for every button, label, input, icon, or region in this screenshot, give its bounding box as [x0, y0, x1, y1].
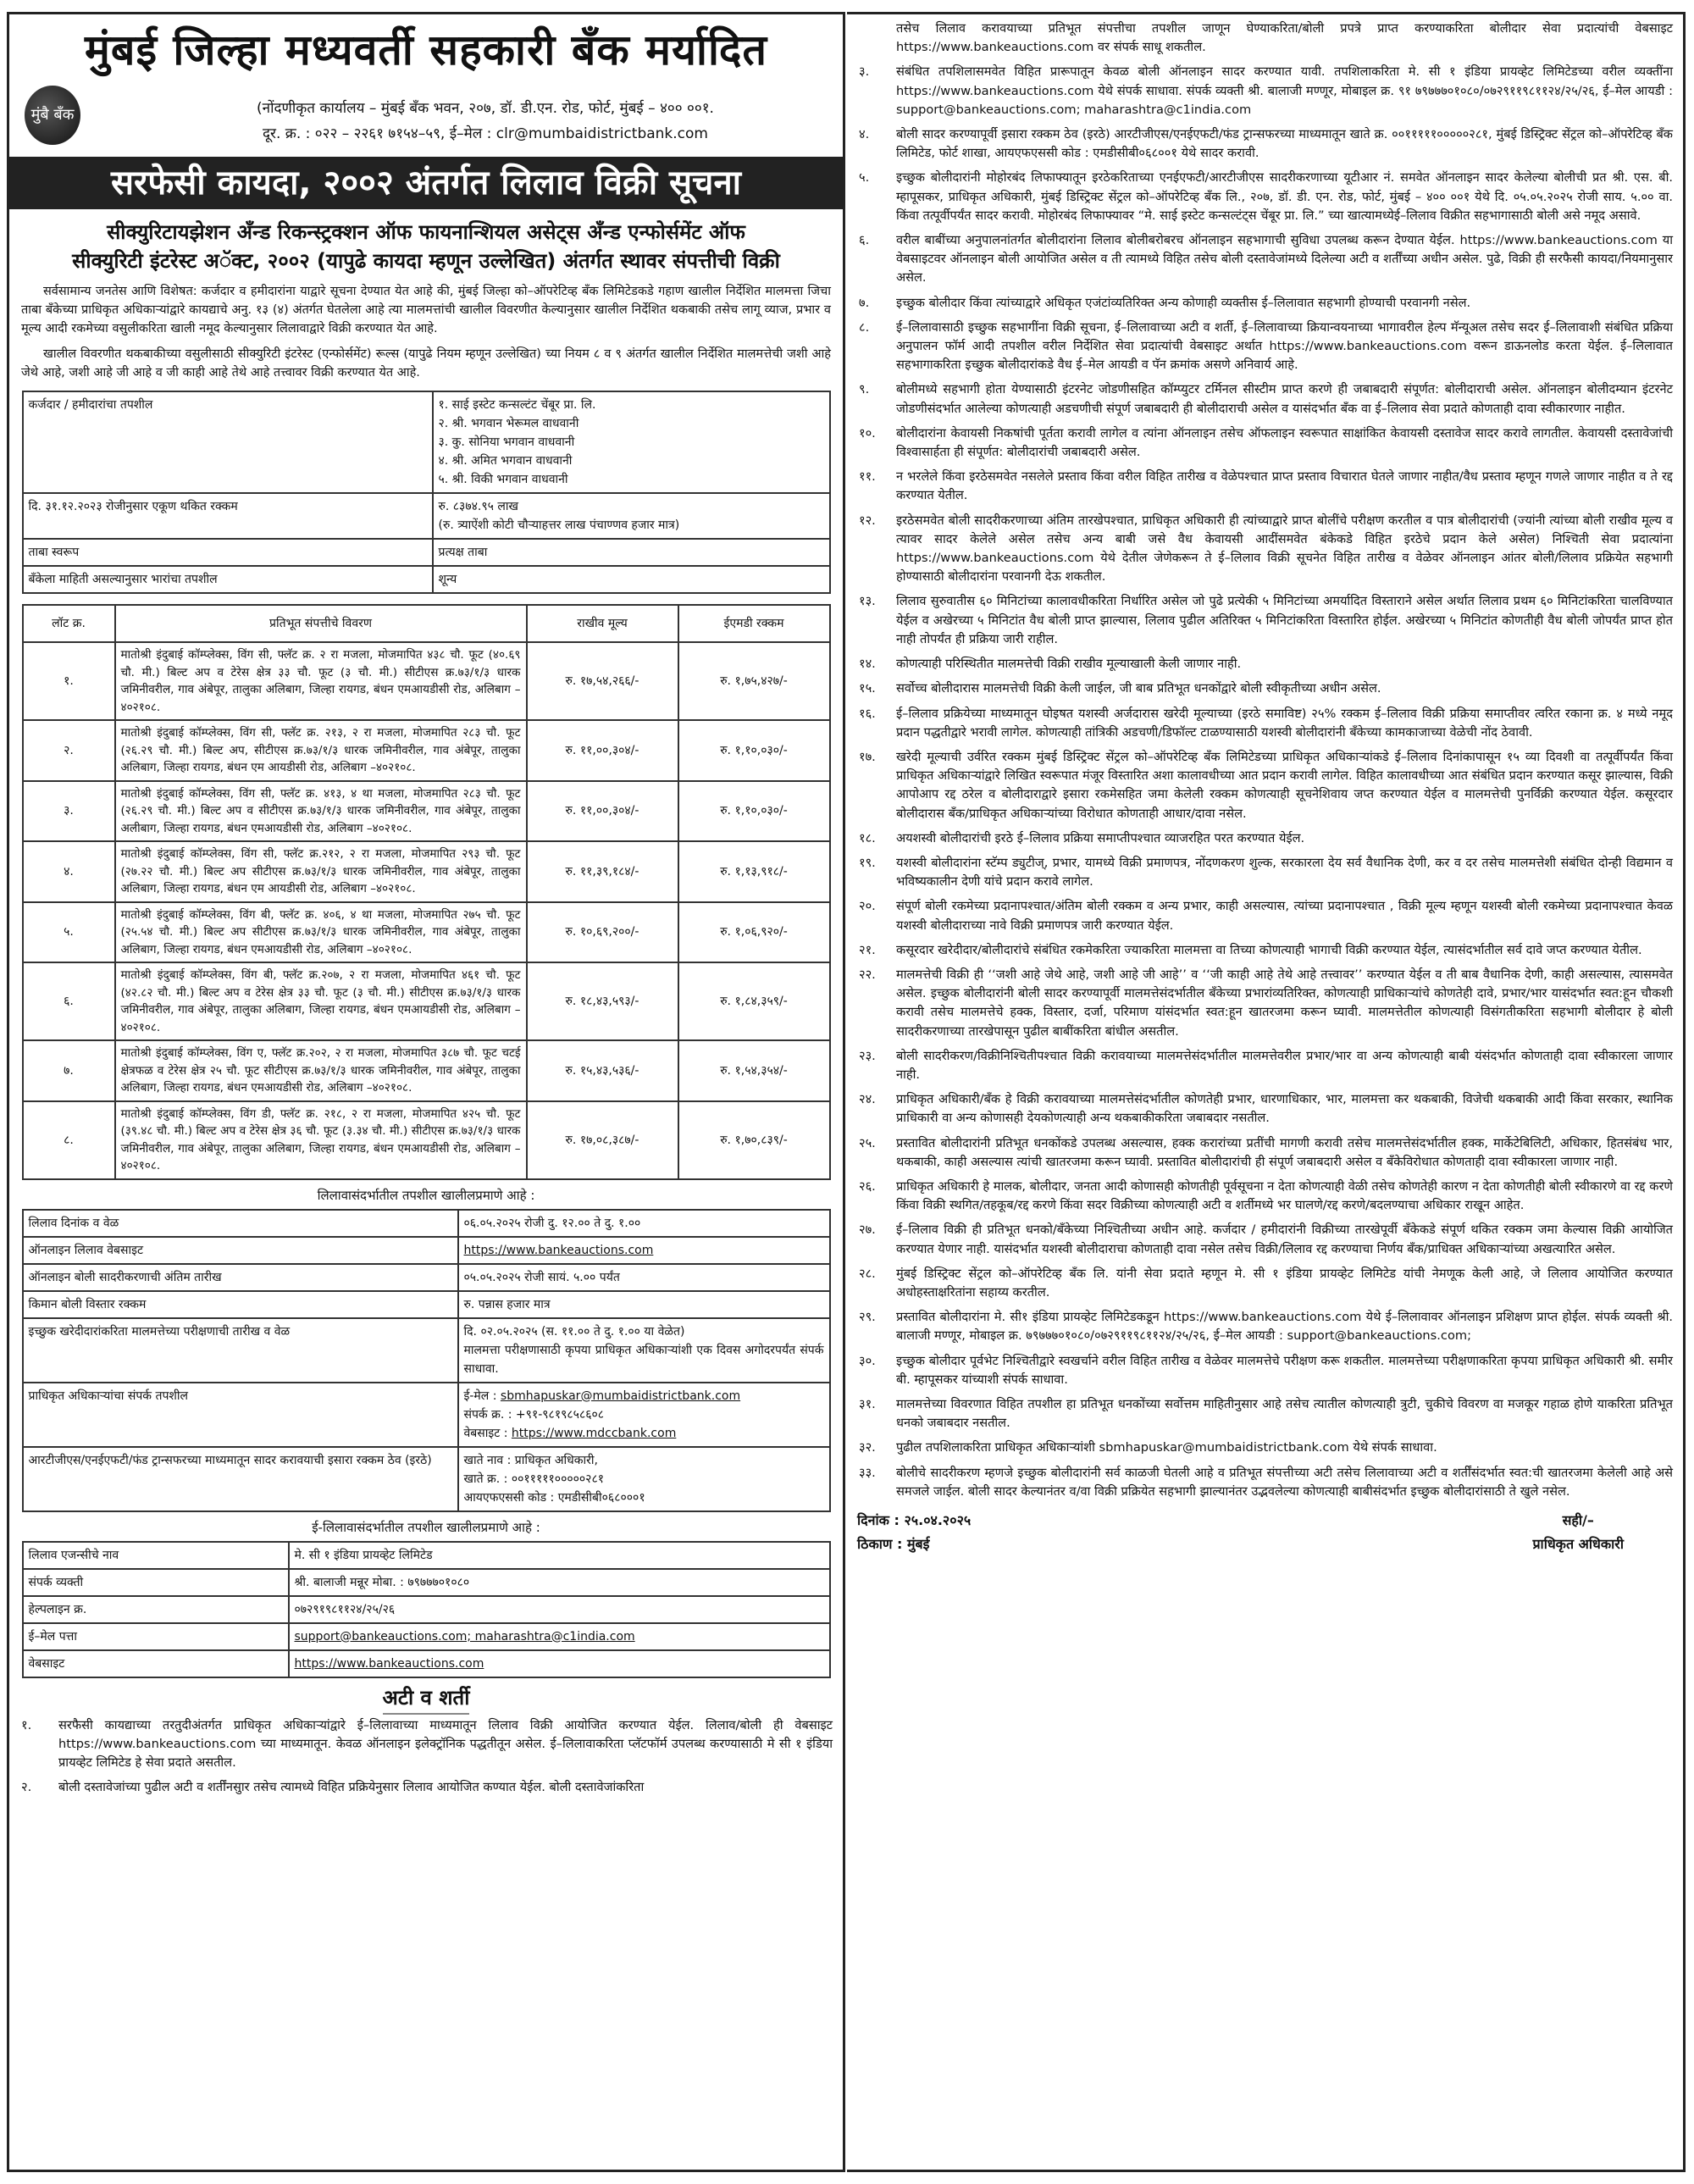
lot-row: [23, 1040, 830, 1101]
term-item: [859, 19, 1673, 57]
term-text: इच्छुक बोलीदारांनी मोहोरबंद लिफाफ्यातून इरठेकरिताच्या एनईएफटी/आरटीजीएस सादरीकरणाच्या यूटीआर नं. समवेत ऑनलाइन सादर केलेल्या बोलीची प्रत श्री. एस. बी. म्हापूसकर, प्राधिकृत अधिकारी, मुंबई डिस्ट्रिक्ट सेंट्रल को–ऑपरेटिव्ह बँक लि., २०७, डॉ. डी. एन. रोड, फोर्ट, मुंबई – ४०० ००१ येथे दि. ०५.०५.२०२५ रोजी साय. ५.०० वा. किंवा तत्पूर्वीपर्यंत सादर करावी. मोहोरबंद लिफाफ्यावर “मे. साई इस्टेट कन्सल्टंट्स चेंबूर प्रा. लि.” च्या खात्यामध्येई–लिलाव विक्रीत सहभागासाठी बोली असे नमूद असावे.: [896, 170, 1673, 223]
terms-heading-text: अटी व शर्ती: [383, 1686, 470, 1715]
term-item: [859, 1221, 1673, 1258]
reserve-price: रु. १७,५४,२६६/-: [527, 642, 678, 720]
table-row: [23, 1542, 830, 1569]
term-item: [859, 854, 1673, 891]
term-text: बोलीमध्ये सहभागी होता येण्यासाठी इंटरनेट जोडणीसहित कॉम्प्युटर टर्मिनल सीस्टीम प्राप्त करणे ही जबाबदारी संपूर्णत: बोलीदाराची असेल. ऑनलाइन बोलीदम्यान इंटरनेट जोडणीसंदर्भात आलेल्या कोणत्याही अडचणीची संपूर्ण जबाबदारी ही बोलीदाराची असेल व यासंदर्भात बँक वा ई–लिलाव सेवा प्रदाते कोणताही दावा स्वीकारणार नाहीत.: [896, 382, 1673, 416]
term-item: [859, 1047, 1673, 1084]
subtitle-line: सीक्युरिटायझेशन अँन्ड रिकन्स्ट्रक्शन ऑफ फायनान्शियल असेट्स अँन्ड एन्फोर्समेंट ऑफ: [107, 220, 745, 244]
term-text: कसूरदार खरेदीदार/बोलीदारांचे संबंधित रकमेकरिता ज्याकरिता मालमत्ता वा तिच्या कोणत्याही भागाची विक्री करण्यात येईल, त्यासंदर्भातील सर्व दावे जप्त करण्यात येतील.: [896, 942, 1642, 957]
term-text: प्राधिकृत अधिकारी/बँक हे विक्री करावयाच्या मालमत्तेसंदर्भातील कोणतेही प्रभार, धारणाधिकार, भार, मालमत्ता कर थकबाकी, विजेची थकबाकी आदी किंवा सरकार, स्थानिक प्राधिकारी वा अन्य कोणासही देयकोणत्याही अन्य थकबाकीकरिता जबाबदार नसतील.: [896, 1092, 1673, 1126]
term-text: बोलीचे सादरीकरण म्हणजे इच्छुक बोलीदारांनी सर्व काळजी घेतली आहे व प्रतिभूत संपत्तीच्या अटी तसेच लिलावाच्या अटी व शर्तींसंदर्भात स्वत:ची खातरजमा केलेली आहे असे समजले जाईल. बोली सादर केल्यानंतर व/वा विक्री प्रक्रियेत सहभागी झाल्यानंतर उद्भवलेल्या कोणत्याही बाबीसंदर्भात इच्छुक बोलीदारांसाठी ते खुले नसेल.: [896, 1465, 1673, 1499]
lot-row: [23, 962, 830, 1040]
term-item: [859, 1352, 1673, 1389]
inspection-date: दि. ०२.०५.२०२५ (स. ११.०० ते दु. १.०० या वेळेत): [463, 1324, 685, 1339]
agency-email-link[interactable]: support@bankeauctions.com; maharashtra@c1india.com: [294, 1629, 635, 1644]
row-label: कर्जदार / हमीदारांचा तपशील: [23, 391, 433, 493]
lot-description: मातोश्री इंदुबाई कॉम्प्लेक्स, विंग सी, फ्लॅट क्र. २१३, २ रा मजला, मोजमापित २८३ चौ. फूट (२६.२९ चौ. मी.) बिल्ट अप, सीटीएस क्र.७३/१/३ धारक जमिनीवरील, गाव अंबेपूर, तालुका अलिबाग, जिल्हा रायगड, बंधन एम आयडीसी रोड, अलिबाग –४०२१०८.: [115, 720, 527, 781]
table-row: [23, 539, 830, 566]
table-row: [23, 566, 830, 593]
term-number: १८.: [859, 830, 876, 845]
term-item: [859, 679, 1673, 698]
right-column: [847, 12, 1686, 2172]
term-item: [859, 748, 1673, 823]
lot-number: ६.: [23, 962, 115, 1040]
term-item: [859, 829, 1673, 848]
term-item: [859, 1090, 1673, 1128]
inspection-note: मालमत्ता परीक्षणासाठी कृपया प्राधिकृत अधिकाऱ्यांशी एक दिवस अगोदरपर्यंत संपर्क साधावा.: [463, 1343, 824, 1376]
term-item: [859, 1178, 1673, 1215]
term-number: ३०.: [859, 1353, 876, 1368]
bank-name: मुंबई जिल्हा मध्यवर्ती सहकारी बँक मर्यादित: [85, 25, 767, 75]
left-column: [7, 12, 845, 2172]
term-text: पुढील तपशिलाकरिता प्राधिकृत अधिकाऱ्यांशी sbmhapuskar@mumbaidistrictbank.com येथे संपर्क साधावा.: [896, 1440, 1437, 1455]
signature: सही/–: [1562, 1512, 1594, 1529]
term-number: ९.: [859, 382, 870, 397]
row-value: श्री. बालाजी मन्नूर मोबा. : ७९७७७०१०८०: [289, 1569, 830, 1596]
intro-paragraph: खालील विवरणीत थकबाकीच्या वसुलीसाठी सीक्युरिटी इंटरेस्ट (एन्फोर्समेंट) रूल्स (यापुढे नियम म्हणून उल्लेखित) च्या नियम ८ व ९ अंतर्गत खालील निर्देशित मालमत्तेची जशी आहे जेथे आहे, जशी आहे जी आहे व जी काही आहे तेथे आहे तत्त्वावर विक्री करण्यात येत आहे.: [21, 347, 831, 380]
row-label: हेल्पलाइन क्र.: [23, 1596, 289, 1623]
row-value: [433, 493, 830, 539]
term-number: २८.: [859, 1266, 876, 1281]
row-label: इच्छुक खरेदीदारांकरिता मालमत्तेच्या परीक्षणाची तारीख व वेळ: [23, 1318, 458, 1383]
col-header-reserve: राखीव मूल्य: [527, 605, 678, 642]
term-number: २५.: [859, 1135, 876, 1150]
col-header-description: प्रतिभूत संपत्तीचे विवरण: [115, 605, 527, 642]
term-number: २२.: [859, 967, 876, 982]
lot-number: ८.: [23, 1101, 115, 1179]
lot-row: [23, 902, 830, 963]
term-text: ई–लिलावासाठी इच्छुक सहभागींना विक्री सूचना, ई–लिलावाच्या अटी व शर्ती, ई–लिलावाच्या क्रियान्वयनाच्या भागावरील हेल्प मॅन्यूअल तसेच सदर ई–लिलावाशी संबंधित प्रक्रिया अनुपालन फॉर्म आदी तपशील वरील निर्देशित सेवा प्रदात्यांची वेबसाइट अर्थात https://www.bankeauctions.com वरून डाऊनलोड करता येईल. ई–लिलावात सहभागाकरिता इच्छुक बोलीदारांकडे वैध ई–मेल आयडी व पॅन क्रमांक असणे अनिवार्य आहे.: [896, 319, 1673, 373]
term-item: [859, 512, 1673, 587]
row-value: मे. सी १ इंडिया प्रायव्हेट लिमिटेड: [289, 1542, 830, 1569]
bank-header: [9, 14, 843, 157]
emd-amount: रु. १,७०,८३९/-: [678, 1101, 830, 1179]
table-row: [23, 1237, 830, 1264]
borrower-table: [22, 391, 831, 594]
term-text: प्रस्तावित बोलीदारांना मे. सी१ इंडिया प्रायव्हेट लिमिटेडकडून https://www.bankeauctions.com येथे ई–लिलावावर ऑनलाइन प्रशिक्षण प्राप्त होईल. संपर्क व्यक्ती श्री. बालाजी मण्णूर, मोबाइल क्र. ७९७७७०१०८०/०७२९११९८११२४/२५/२६, ई–मेल आयडी : support@bankeauctions.com;: [896, 1310, 1673, 1344]
term-number: २३.: [859, 1048, 876, 1063]
emd-amount: रु. १,१०,०३०/-: [678, 720, 830, 781]
value-line: प्रत्यक्ष ताबा: [438, 546, 488, 559]
table-row: [23, 391, 830, 493]
term-number: १४.: [859, 657, 876, 672]
row-value: ०५.०५.२०२५ रोजी सायं. ५.०० पर्यंत: [458, 1264, 830, 1291]
value-line: ५. श्री. विकी भगवान वाधवानी: [438, 473, 568, 486]
term-item: [859, 655, 1673, 673]
reserve-price: रु. १८,४३,५९३/-: [527, 962, 678, 1040]
row-value: [433, 566, 830, 593]
term-text: सर्वोच्च बोलीदारास मालमत्तेची विक्री केली जाईल, जी बाब प्रतिभूत धनकोंद्वारे बोली स्वीकृतीच्या अधीन असेल.: [896, 681, 1381, 696]
row-label: बँकेला माहिती असल्यानुसार भारांचा तपशील: [23, 566, 433, 593]
emd-amount: रु. १,५४,३५४/-: [678, 1040, 830, 1101]
email-label: ई-मेल :: [463, 1389, 501, 1403]
term-text: इच्छुक बोलीदार किंवा त्यांच्याद्वारे अधिकृत एजंटांव्यतिरिक्त अन्य कोणाही व्यक्तीस ई–लिलावात सहभागी होण्याची परवानगी नसेल.: [896, 295, 1471, 310]
term-number: ११.: [859, 469, 876, 485]
emd-amount: रु. १,१३,९१८/-: [678, 841, 830, 902]
term-number: ३२.: [859, 1440, 876, 1455]
notice-subtitle: [9, 218, 843, 275]
intro-paragraph: सर्वसामान्य जनतेस आणि विशेषत: कर्जदार व हमीदारांना याद्वारे सूचना देण्यात येत आहे की, मुंबई जिल्हा को–ऑपरेटिव्ह बँक लिमिटेडकडे गहाण खालील निर्देशित मालमत्ता जिचा ताबा बँकेच्या प्राधिकृत अधिकाऱ्यांद्वारे कायद्याचे अनु. १३ (४) अंतर्गत घेतलेला आहे त्या मालमत्तांची खालील विवरणीत केल्यानुसार खालील निर्देशित थकबाकी तसेच लागू व्याज, प्रभार व मूल्य आदी रकमेच्या वसुलीकरिता खाली नमूद केल्यानुसार लिलावाद्वारे विक्री करण्यात येत आहे.: [21, 285, 831, 335]
term-text: खरेदी मूल्याची उर्वरित रक्कम मुंबई डिस्ट्रिक्ट सेंट्रल को–ऑपरेटिव्ह बँक लिमिटेडच्या प्राधिकृत अधिकाऱ्यांकडे ई–लिलाव दिनांकापासून १५ व्या दिवशी वा तत्पूर्वीपर्यंत किंवा प्राधिकृत अधिकाऱ्यांद्वारे लिखित स्वरूपात मंजूर विस्तारित अशा कालावधीच्या आत प्रदान करावी लागेल. विहित कालावधीच्या आत संबंधित प्रदान करण्यात कसूर झाल्यास, विक्री आपोआप रद्द ठरेल व बोलीदाराद्वारे इसारा रकमेसहित जमा केलेली रक्कम कोणत्याही सूचनेशिवाय जप्त करण्यात येईल व मालमत्तेची पुनर्विक्री करण्यात येईल. कसूरदार बोलीदारास बँक/प्राधिकृत अधिकाऱ्यांच्या विरोधात कोणताही आधार/दावा नसेल.: [896, 749, 1673, 821]
auction-website-link[interactable]: https://www.bankeauctions.com: [463, 1243, 654, 1257]
term-text: मुंबई डिस्ट्रिक्ट सेंट्रल को–ऑपरेटिव्ह बँक लि. यांनी सेवा प्रदाते म्हणून मे. सी १ इंडिया प्रायव्हेट लिमिटेड यांची नेमणूक केली आहे, जे लिलाव आयोजित करण्यात अधोहस्ताक्षरितांना सहाय्य करतील.: [896, 1266, 1673, 1300]
term-item: [859, 63, 1673, 119]
lot-description: मातोश्री इंदुबाई कॉम्प्लेक्स, विंग बी, फ्लॅट क्र.२०७, २ रा मजला, मोजमापित ४६१ चौ. फूट (४२.८२ चौ. मी.) बिल्ट अप व टेरेस क्षेत्र ३३ चौ. फूट (३ चौ. मी.) सीटीएस क्र.७३/१/३ धारक जमिनीवरील, गाव अंबेपूर, तालुका अलिबाग, जिल्हा रायगड, बंधन एमआयडीसी रोड, अलिबाग –४०२१०८.: [115, 962, 527, 1040]
bank-website-link[interactable]: https://www.mdccbank.com: [511, 1426, 677, 1440]
term-number: १५.: [859, 681, 876, 696]
value-line: ४. श्री. अमित भगवान वाधवानी: [438, 454, 573, 468]
value-line: शून्य: [438, 573, 457, 586]
term-text: बोली सादरीकरण/विक्रीनिश्चितीपश्चात विक्री करावयाच्या मालमत्तेसंदर्भातील मालमत्तेवरील प्रभार/भार वा अन्य कोणत्याही बाबी यंसंदर्भात कोणताही दावा स्वीकारला जाणार नाही.: [896, 1048, 1673, 1082]
account-name: खाते नाव : प्राधिकृत अधिकारी,: [463, 1453, 598, 1467]
signature-block: [847, 1507, 1683, 1556]
term-number: १०.: [859, 425, 876, 441]
table-row: [23, 1383, 830, 1447]
ifsc-code: आयएफएससी कोड : एमडीसीबी०६८०००१: [463, 1490, 645, 1505]
officer-email-link[interactable]: sbmhapuskar@mumbaidistrictbank.com: [500, 1389, 741, 1403]
term-text: बोली सादर करण्यापूर्वी इसारा रक्कम ठेव (इरठे) आरटीजीएस/एनईएफटी/फंड ट्रान्सफरच्या माध्यमातून खाते क्र. ००१११११०००००२८१, मुंबई डिस्ट्रिक्ट सेंट्रल को–ऑपरेटिव्ह बँक लिमिटेड, फोर्ट शाखा, आयएफएससी कोड : एमडीसीबी०६८००१ येथे सादर करावी.: [896, 127, 1673, 161]
row-label: प्राधिकृत अधिकाऱ्यांचा संपर्क तपशील: [23, 1383, 458, 1447]
term-item: [21, 1778, 833, 1797]
term-number: ६.: [859, 233, 870, 248]
row-label: किमान बोली विस्तार रक्कम: [23, 1291, 458, 1318]
reserve-price: रु. ११,००,३०४/-: [527, 781, 678, 842]
term-text: संबंधित तपशिलासमवेत विहित प्रारूपातून केवळ बोली ऑनलाइन सादर करण्यात यावी. तपशिलाकरिता मे. सी १ इंडिया प्रायव्हेट लिमिटेडच्या वरील व्यक्तींना https://www.bankeauctions.com येथे संपर्क साधावा. संपर्क व्यक्ती श्री. बालाजी मण्णूर, मोबाइल क्र. ९१ ७९७७७०१०८०/०७२९११९८११२४/२५/२६, ई–मेल आयडी : support@bankeauctions.com; maharashtra@c1india.com: [896, 64, 1673, 117]
row-value: ०७२९१९८११२४/२५/२६: [289, 1596, 830, 1623]
terms-list-right: [847, 19, 1683, 1501]
row-value: [433, 391, 830, 493]
term-item: [859, 125, 1673, 163]
term-item: [859, 231, 1673, 288]
emd-amount: रु. १,७५,४२७/-: [678, 642, 830, 720]
term-number: १९.: [859, 855, 876, 870]
term-item: [859, 169, 1673, 225]
reserve-price: रु. १५,४३,५३६/-: [527, 1040, 678, 1101]
row-label: ताबा स्वरूप: [23, 539, 433, 566]
subtitle-line: सीक्युरिटी इंटरेस्ट अॅक्ट, २००२ (यापुढे कायदा म्हणून उल्लेखित) अंतर्गत स्थावर संपत्तीची विक्री: [72, 249, 780, 273]
term-text: लिलाव सुरुवातीस ६० मिनिटांच्या कालावधीकरिता निर्धारित असेल जो पुढे प्रत्येकी ५ मिनिटांच्या अमर्यादित विस्ताराने असेल अर्थात लिलाव प्रथम ६० मिनिटांकरिता चालविण्यात येईल व अखेरच्या ५ मिनिटांत वैध बोली प्राप्त झाल्यास, लिलाव पुढील अतिरिक्त ५ मिनिटांकरिता विस्तारित होईल. अखेरच्या ५ मिनिटांत कोणतीही वैध बोली जोपर्यंत प्राप्त होत नाही तोपर्यंत ही प्रक्रिया जारी राहील.: [896, 594, 1673, 646]
term-text: इच्छुक बोलीदार पूर्वभेट निश्चितीद्वारे स्वखर्चाने वरील विहित तारीख व वेळेवर मालमत्तेचे परीक्षण करू शकतील. मालमत्तेच्या परीक्षणाकरिता कृपया प्राधिकृत अधिकारी श्री. समीर बी. म्हापूसकर यांच्याशी संपर्क साधावा.: [896, 1353, 1673, 1387]
term-item: [859, 1464, 1673, 1501]
phone-email: दूर. क्र. : ०२२ – २२६१ ७१५४–५९, ई–मेल : clr@mumbaidistrictbank.com: [263, 125, 708, 142]
notice-place: ठिकाण : मुंबई: [857, 1536, 930, 1553]
term-number: ८.: [859, 319, 870, 335]
term-number: २६.: [859, 1178, 876, 1194]
row-label: वेबसाइट: [23, 1650, 289, 1677]
term-text: ई–लिलाव प्रक्रियेच्या माध्यमातून घोइषत यशस्वी अर्जदारास खरेदी मूल्याच्या (इरठे समाविष्ट) २५% रक्कम ई–लिलाव विक्री प्रक्रिया समाप्तीवर त्वरित रकाना क्र. ४ मध्ये नमूद प्रदान पद्धतीद्वारे भरावी लागेल. कोणत्याही तांत्रिकी अडचणी/डिफॉल्ट टाळण्यासाठी यशस्वी बोलीदारांनी बँकेच्या कामकाजाच्या वेळेची नोंद ठेवावी.: [896, 706, 1673, 740]
term-text: यशस्वी बोलीदारांना स्टॅम्प ड्युटीज्, प्रभार, यामध्ये विक्री प्रमाणपत्र, नोंदणकरण शुल्क, सरकारला देय सर्व वैधानिक देणी, कर व दर तसेच मालमत्तेशी संबंधित दोन्ही विद्यमान व भविष्यकालीन देणी यांचे प्रदान करावे लागेल.: [896, 855, 1673, 890]
term-text: वरील बाबींच्या अनुपालनांतर्गत बोलीदारांना लिलाव बोलीबरोबरच ऑनलाइन सहभागाची सुविधा उपलब्ध करून देण्यात येईल. https://www.bankeauctions.com या वेबसाइटवर ऑनलाइन बोली आयोजित असेल व ती त्यामध्ये विहित तसेच बोली दस्तावेजांमध्ये दिलेल्या अटी व शर्तींच्या अधीन असेल. पुढे, विक्री ही सरफैसी कायदा/नियमानुसार असेल.: [896, 233, 1673, 285]
term-text: संपूर्ण बोली रकमेच्या प्रदानापश्चात/अंतिम बोली रक्कम व अन्य प्रभार, काही असल्यास, त्यांच्या प्रदानापश्चात , विक्री मूल्य म्हणून यशस्वी बोली रकमेच्या प्रदानापश्चात केवळ यशस्वी बोलीदाराच्या नावे विक्री प्रमाणपत्र जारी करण्यात येईल.: [896, 899, 1673, 933]
lots-table: [22, 604, 831, 1180]
term-item: [859, 1265, 1673, 1302]
emd-amount: रु. १,८४,३५९/-: [678, 962, 830, 1040]
term-number: ३१.: [859, 1397, 876, 1411]
lot-description: मातोश्री इंदुबाई कॉम्प्लेक्स, विंग ए, फ्लॅट क्र.२०२, २ रा मजला, मोजमापित ३८७ चौ. फूट चटई क्षेत्रफळ व टेरेस क्षेत्र २५ चौ. फूट सीटीएस क्र.७३/१/३ धारक जमिनीवरील, गाव अंबेपूर, तालुका अलिबाग, जिल्हा रायगड, बंधन एमआयडीसी रोड, अलिबाग –४०२१०८.: [115, 1040, 527, 1101]
officer-phone: संपर्क क्र. : +९१-९८१९८५८६०८: [463, 1407, 605, 1422]
term-item: [859, 468, 1673, 505]
lots-header-row: [23, 605, 830, 642]
term-number: ७.: [859, 295, 870, 310]
term-text: सरफैसी कायद्याच्या तरतुदीअंतर्गत प्राधिकृत अधिकाऱ्यांद्वारे ई–लिलावाच्या माध्यमातून लिलाव विक्री आयोजित करण्यात येईल. लिलाव/बोली ही वेबसाइट https://www.bankeauctions.com च्या माध्यमातून. केवळ ऑनलाइन इलेक्ट्रॉनिक पद्धतीतून असेल. ई–लिलावाकरिता प्लॅटफॉर्म उपलब्ध करण्यासाठी मे सी १ इंडिया प्रायव्हेट लिमिटेड हे सेवा प्रदाते असतील.: [58, 1717, 833, 1770]
lot-row: [23, 642, 830, 720]
table-row: [23, 1210, 830, 1237]
term-text: बोलीदारांना केवायसी निकषांची पूर्तता करावी लागेल व त्यांना ऑनलाइन तसेच ऑफलाइन स्वरूपात साक्षांकित केवायसी दस्तावेज सादर करावे लागतील. केवायसी दस्तावेजांची विश्वासार्हता ही संपूर्णत: बोलीदारांची जबाबदारी असेल.: [896, 425, 1673, 460]
table-row: [23, 1447, 830, 1511]
value-line: १. साई इस्टेट कन्सल्टंट चेंबूर प्रा. लि.: [438, 398, 596, 412]
reserve-price: रु. १०,६९,२००/-: [527, 902, 678, 963]
auction-details-table: [22, 1209, 831, 1512]
eauction-details-table: [22, 1541, 831, 1678]
row-label: ई–मेल पत्ता: [23, 1623, 289, 1650]
term-number: १६.: [859, 706, 876, 721]
row-label: आरटीजीएस/एनईएफटी/फंड ट्रान्सफरच्या माध्यमातून सादर करावयाची इसारा रक्कम ठेव (इरठे): [23, 1447, 458, 1511]
lot-description: मातोश्री इंदुबाई कॉम्प्लेक्स, विंग सी, फ्लॅट क्र. २ रा मजला, मोजमापित ४३८ चौ. फूट (४०.६९ चौ. मी.) बिल्ट अप व टेरेस क्षेत्र ३३ चौ. फूट (३ चौ. मी.) सीटीएस क्र.७३/१/३ धारक जमिनीवरील, गाव अंबेपूर, तालुका अलिबाग, जिल्हा रायगड, बंधन एमआयडीसी रोड, अलिबाग –४०२१०८.: [115, 642, 527, 720]
website-label: वेबसाइट :: [463, 1426, 512, 1440]
authorized-officer: प्राधिकृत अधिकारी: [1532, 1536, 1624, 1553]
term-text: कोणत्याही परिस्थितीत मालमत्तेची विक्री राखीव मूल्याखाली केली जाणार नाही.: [896, 657, 1242, 672]
row-label: संपर्क व्यक्ती: [23, 1569, 289, 1596]
term-text: न भरलेले किंवा इरठेसमवेत नसलेले प्रस्ताव किंवा वरील विहित तारीख व वेळेपश्चात प्राप्त प्रस्ताव विचारात घेतले जाणार नाहीत/वैध प्रस्ताव म्हणून गणले जाणार नाहीत व ते रद्द करण्यात येतील.: [896, 469, 1673, 503]
term-text: तसेच लिलाव करावयाच्या प्रतिभूत संपत्तीचा तपशील जाणून घेण्याकरिता/बोली प्रपत्रे प्राप्त करण्याकरिता बोलीदार सेवा प्रदात्यांची वेबसाइट https://www.bankeauctions.com वर संपर्क साधू शकतील.: [896, 21, 1673, 55]
term-text: बोली दस्तावेजांच्या पुढील अटी व शर्तींनसुार तसेच त्यामध्ये विहित प्रक्रियेनुसार लिलाव आयोजित कण्यात येईल. बोली दस्तावेजांकरिता: [58, 1780, 645, 1795]
term-number: ५.: [859, 170, 870, 186]
notice-date: दिनांक : २५.०४.२०२५: [857, 1512, 972, 1529]
terms-list-left: [9, 1716, 843, 1798]
term-number: १.: [21, 1717, 32, 1732]
term-text: अयशस्वी बोलीदारांची इरठे ई–लिलाव प्रक्रिया समाप्तीपश्चात व्याजरहित परत करण्यात येईल.: [896, 830, 1305, 845]
term-text: ई–लिलाव विक्री ही प्रतिभूत धनको/बँकेच्या निश्चितीच्या अधीन आहे. कर्जदार / हमीदारांनी विक्रीच्या तारखेपूर्वी बँकेकडे संपूर्ण थकित रक्कम जमा केल्यास विक्री आयोजित करण्यात येणार नाही. यासंदर्भात यशस्वी बोलीदाराचा कोणताही दावा नसेल तसेच विक्री/लिलाव रद्द करण्याचा निर्णय बँक/प्राधिक्त अधिकाऱ्यांच्या अखत्यारित असेल.: [896, 1222, 1673, 1256]
reserve-price: रु. ११,००,३०४/-: [527, 720, 678, 781]
row-label: लिलाव एजन्सीचे नाव: [23, 1542, 289, 1569]
term-number: १७.: [859, 749, 876, 764]
row-label: ऑनलाइन लिलाव वेबसाइट: [23, 1237, 458, 1264]
row-value: [433, 539, 830, 566]
row-label: दि. ३१.१२.२०२३ रोजीनुसार एकूण थकित रक्कम: [23, 493, 433, 539]
value-line: ३. कु. सोनिया भगवान वाधवानी: [438, 435, 575, 449]
lot-description: मातोश्री इंदुबाई कॉम्प्लेक्स, विंग सी, फ्लॅट क्र.२१२, २ रा मजला, मोजमापित २९३ चौ. फूट (२७.२२ चौ. मी.) बिल्ट अप सीटीएस क्र.७३/१/३ धारक जमिनीवरील, गाव अंबेपूर, तालुका अलिबाग, जिल्हा रायगड, बंधन एम आयडीसी रोड, अलिबाग –४०२१०८.: [115, 841, 527, 902]
notice-title: सरफेसी कायदा, २००२ अंतर्गत लिलाव विक्री सूचना: [9, 157, 843, 209]
term-item: [859, 1134, 1673, 1172]
reserve-price: रु. १७,०८,३८७/-: [527, 1101, 678, 1179]
agency-website-link[interactable]: https://www.bankeauctions.com: [294, 1656, 484, 1671]
term-item: [859, 380, 1673, 418]
table-row: [23, 493, 830, 539]
lot-number: १.: [23, 642, 115, 720]
col-header-emd: ईएमडी रक्कम: [678, 605, 830, 642]
row-value: रु. पन्नास हजार मात्र: [458, 1291, 830, 1318]
emd-amount: रु. १,१०,०३०/-: [678, 781, 830, 842]
table-row: [23, 1264, 830, 1291]
lot-description: मातोश्री इंदुबाई कॉम्प्लेक्स, विंग डी, फ्लॅट क्र. २१८, २ रा मजला, मोजमापित ४२५ चौ. फूट (३९.४८ चौ. मी.) बिल्ट अप व टेरेस क्षेत्र ३६ चौ. फूट (३.३४ चौ. मी.) सीटीएस क्र.७३/१/३ धारक जमिनीवरील, गाव अंबेपूर, तालुका अलिबाग, जिल्हा रायगड, बंधन एमआयडीसी रोड, अलिबाग –४०२१०८.: [115, 1101, 527, 1179]
term-item: [859, 966, 1673, 1041]
term-number: २९.: [859, 1310, 876, 1325]
value-line: (रु. त्र्याऐंशी कोटी चौऱ्याहत्तर लाख पंचाण्णव हजार मात्र): [438, 518, 680, 532]
term-item: [859, 1395, 1673, 1433]
term-text: प्राधिकृत अधिकारी हे मालक, बोलीदार, जनता आदी कोणासही कोणतीही पूर्वसूचना न देता कोणत्याही वेळी तसेच कोणतेही कारण न देता कोणतीही बोली स्वीकारणे वा रद्द करणे किंवा विक्री स्थगित/तहकूब/रद्द करणे किंवा सदर विक्रीच्या कोणत्याही अटी व शर्तीमध्ये भर घालणे/रद्द करणे/बदलण्याचा अधिकार राखून आहेत.: [896, 1178, 1673, 1213]
eauction-details-caption: ई-लिलावासंदर्भातील तपशील खालीलप्रमाणे आहे :: [312, 1519, 540, 1535]
table-row: [23, 1623, 830, 1650]
term-number: १३.: [859, 594, 876, 609]
reserve-price: रु. ११,३९,१८४/-: [527, 841, 678, 902]
term-number: २१.: [859, 942, 876, 957]
term-item: [21, 1716, 833, 1773]
table-row: [23, 1291, 830, 1318]
term-text: मालमत्तेच्या विवरणात विहित तपशील हा प्रतिभूत धनकोंच्या सर्वोत्तम माहितीनुसार आहे तसेच त्यातील कोणत्याही त्रुटी, चुकीचे विवरण वा मजकूर गहाळ होणे याकरिता प्रतिभूत धनको जबाबदार नसतील.: [896, 1397, 1673, 1431]
term-number: ४.: [859, 127, 870, 142]
lot-description: मातोश्री इंदुबाई कॉम्प्लेक्स, विंग सी, फ्लॅट क्र. ४१३, ४ था मजला, मोजमापित २८३ चौ. फूट (२६.२९ चौ. मी.) बिल्ट अप व सीटीएस क्र.७३/१/३ धारक जमिनीवरील, गाव अंबेपूर, तालुका अलीबाग, जिल्हा रायगड, बंधन एमआयडीसी रोड, अलिबाग –४०२१०८.: [115, 781, 527, 842]
value-line: रु. ८३७४.९५ लाख: [438, 500, 518, 513]
lot-row: [23, 720, 830, 781]
row-label: ऑनलाइन बोली सादरीकरणाची अंतिम तारीख: [23, 1264, 458, 1291]
lot-number: ७.: [23, 1040, 115, 1101]
term-number: २४.: [859, 1092, 876, 1107]
value-line: २. श्री. भगवान भेरूमल वाधवानी: [438, 417, 579, 430]
lot-row: [23, 1101, 830, 1179]
term-number: १२.: [859, 513, 876, 528]
lot-number: ५.: [23, 902, 115, 963]
term-text: इरठेसमवेत बोली सादरीकरणाच्या अंतिम तारखेपश्चात, प्राधिकृत अधिकारी ही त्यांच्याद्वारे प्राप्त बोलींचे परीक्षण करतील व पात्र बोलीदारांची (ज्यांनी त्यांच्या बोली राखीव मूल्य व त्यावर सादर केलेले असेल तसेच अन्य बाबी जसे वैध केवायसी आदींसमवेत बंकेकडे विहित इरठेचे प्रदान केले असेल) निश्चिती सेवा प्रदात्यांना https://www.bankeauctions.com येथे देतील जेणेकरून ते ई–लिलाव विक्री सूचनेत विहित तारीख व वेळेवर ऑनलाइन आंतर बोली/लिलाव प्रक्रियेत सहभागी होण्यासाठी बोलीदारांना परवानगी देऊ शकतील.: [896, 513, 1673, 585]
table-row: [23, 1569, 830, 1596]
lot-number: ४.: [23, 841, 115, 902]
row-label: लिलाव दिनांक व वेळ: [23, 1210, 458, 1237]
auction-details-caption: लिलावासंदर्भातील तपशील खालीलप्रमाणे आहे :: [317, 1187, 535, 1203]
col-header-lot: लॉट क्र.: [23, 605, 115, 642]
term-item: [859, 705, 1673, 742]
lot-row: [23, 781, 830, 842]
bank-logo-icon: मुंबै बँक: [25, 86, 80, 145]
term-number: ३३.: [859, 1465, 876, 1480]
lot-number: २.: [23, 720, 115, 781]
emd-amount: रु. १,०६,९२०/-: [678, 902, 830, 963]
row-value: ०६.०५.२०२५ रोजी दु. १२.०० ते दु. १.००: [458, 1210, 830, 1237]
table-row: [23, 1318, 830, 1383]
term-item: [859, 319, 1673, 375]
lot-description: मातोश्री इंदुबाई कॉम्प्लेक्स, विंग बी, फ्लॅट क्र. ४०६, ४ था मजला, मोजमापित २७५ चौ. फूट (२५.५४ चौ. मी.) बिल्ट अप सीटीएस क्र.७३/१/३ धारक जमिनीवरील, गाव अंबेपूर, तालुका अलिबाग, जिल्हा रायगड, बंधन एमआयडीसी रोड, अलिबाग –४०२१०८.: [115, 902, 527, 963]
term-item: [859, 1438, 1673, 1457]
term-text: मालमत्तेची विक्री ही ‘‘जशी आहे जेथे आहे, जशी आहे जी आहे’’ व ‘‘जी काही आहे तेथे आहे तत्त्वावर’’ करण्यात येईल व ती बाब वैधानिक देणी, काही असल्यास, त्यासमवेत असेल. इच्छुक बोलीदारांनी बोली सादर करण्यापूर्वी मालमत्तेसंदर्भातील बँकेच्या प्रभारांव्यतिरिक्त, कोणत्याही प्राधिकाऱ्यांचे कोणतेही दावे, प्रभार/भार यासंदर्भात स्वत:हून चौकशी करावी तसेच मालमत्तेचे हक्क, विस्तार, दर्जा, परिमाण यांसंदर्भात स्वत:हून खातरजमा करून घ्यावी. मालमत्तेतील कोणत्याही विसंगतीकरिता सहभागी बोलीदार हे बोली सादरीकरणाच्या तारखेपासून पुढील बाबींकरिता बांधील असतील.: [896, 967, 1673, 1039]
term-item: [859, 294, 1673, 313]
term-item: [859, 941, 1673, 960]
term-number: २०.: [859, 899, 876, 914]
lot-number: ३.: [23, 781, 115, 842]
term-text: प्रस्तावित बोलीदारांनी प्रतिभूत धनकोंकडे उपलब्ध असल्यास, हक्क करारांच्या प्रतींची मागणी करावी तसेच मालमत्तेसंदर्भातील हक्क, मार्केटेबिलिटी, अधिकार, हितसंबंध भार, थकबाकी, काही असल्यास त्यांची खातरजमा करून घ्यावी. प्रस्तावित बोलीदारांची ही संपूर्ण जबाबदारी असेल व बँकेविरोधात कोणताही दावा स्वीकारला जाणार नाही.: [896, 1135, 1673, 1169]
table-row: [23, 1650, 830, 1677]
term-number: २७.: [859, 1222, 876, 1238]
term-number: २.: [21, 1780, 32, 1795]
bank-address-block: [145, 96, 826, 147]
term-number: ३.: [859, 64, 870, 80]
registered-office-address: (नोंदणीकृत कार्यालय – मुंबई बँक भवन, २०७, डॉ. डी.एन. रोड, फोर्ट, मुंबई – ४०० ००१.: [257, 100, 714, 117]
term-item: [859, 897, 1673, 934]
account-number: खाते क्र. : ००१११११०००००२८१: [463, 1472, 605, 1486]
term-item: [859, 424, 1673, 462]
table-row: [23, 1596, 830, 1623]
terms-heading: [9, 1683, 843, 1711]
term-item: [859, 592, 1673, 649]
lot-row: [23, 841, 830, 902]
term-item: [859, 1308, 1673, 1345]
